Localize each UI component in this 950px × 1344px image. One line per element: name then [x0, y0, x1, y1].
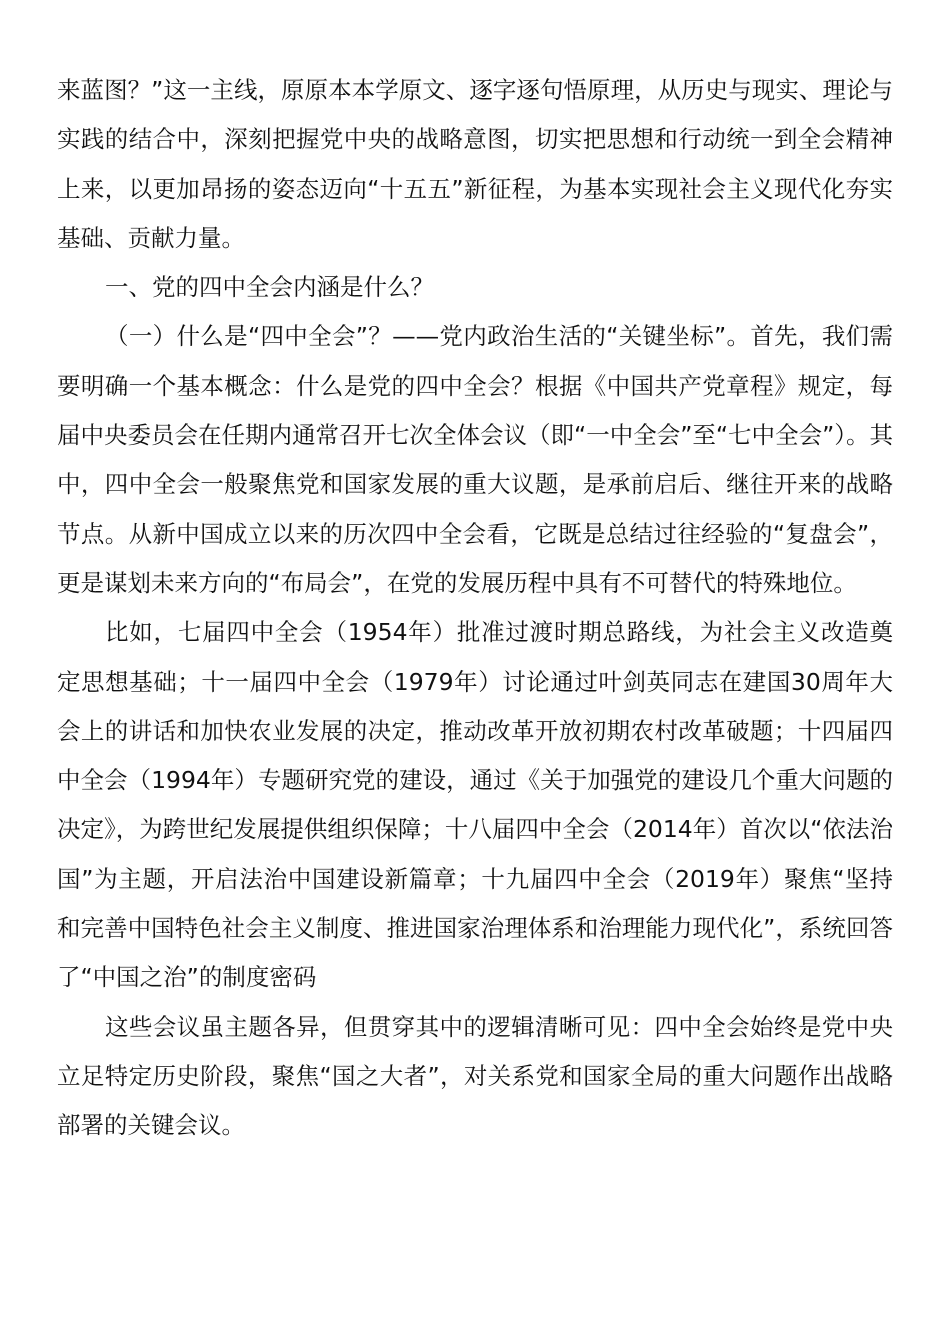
paragraph-continuation: 来蓝图？”这一主线，原原本本学原文、逐字逐句悟原理，从历史与现实、理论与实践的结合中，深刻把握党中央的战略意图，切实把思想和行动统一到全会精神上来，以更加昂扬的姿态迈向“十五五”新征程，为基本实现社会主义现代化夯实基础、贡献力量。: [57, 76, 893, 252]
document-page: [57, 66, 893, 1151]
section-heading: 一、党的四中全会内涵是什么？: [105, 273, 434, 302]
paragraph-definition: （一）什么是“四中全会”？——党内政治生活的“关键坐标”。首先，我们需要明确一个基本概念：什么是党的四中全会？根据《中国共产党章程》规定，每届中央委员会在任期内通常召开七次全体会议（即“一中全会”至“七中全会”）。其中，四中全会一般聚焦党和国家发展的重大议题，是承前启后、继往开来的战略节点。从新中国成立以来的历次四中全会看，它既是总结过往经验的“复盘会”，更是谋划未来方向的“布局会”，在党的发展历程中具有不可替代的特殊地位。: [57, 322, 893, 597]
paragraph-examples: 比如，七届四中全会（1954年）批准过渡时期总路线，为社会主义改造奠定思想基础；十一届四中全会（1979年）讨论通过叶剑英同志在建国30周年大会上的讲话和加快农业发展的决定，推动改革开放初期农村改革破题；十四届四中全会（1994年）专题研究党的建设，通过《关于加强党的建设几个重大问题的决定》，为跨世纪发展提供组织保障；十八届四中全会（2014年）首次以“依法治国”为主题，开启法治中国建设新篇章；十九届四中全会（2019年）聚焦“坚持和完善中国特色社会主义制度、推进国家治理体系和治理能力现代化”，系统回答了“中国之治”的制度密码: [57, 618, 893, 992]
paragraph-conclusion: 这些会议虽主题各异，但贯穿其中的逻辑清晰可见：四中全会始终是党中央立足特定历史阶段，聚焦“国之大者”，对关系党和国家全局的重大问题作出战略部署的关键会议。: [57, 1012, 893, 1140]
